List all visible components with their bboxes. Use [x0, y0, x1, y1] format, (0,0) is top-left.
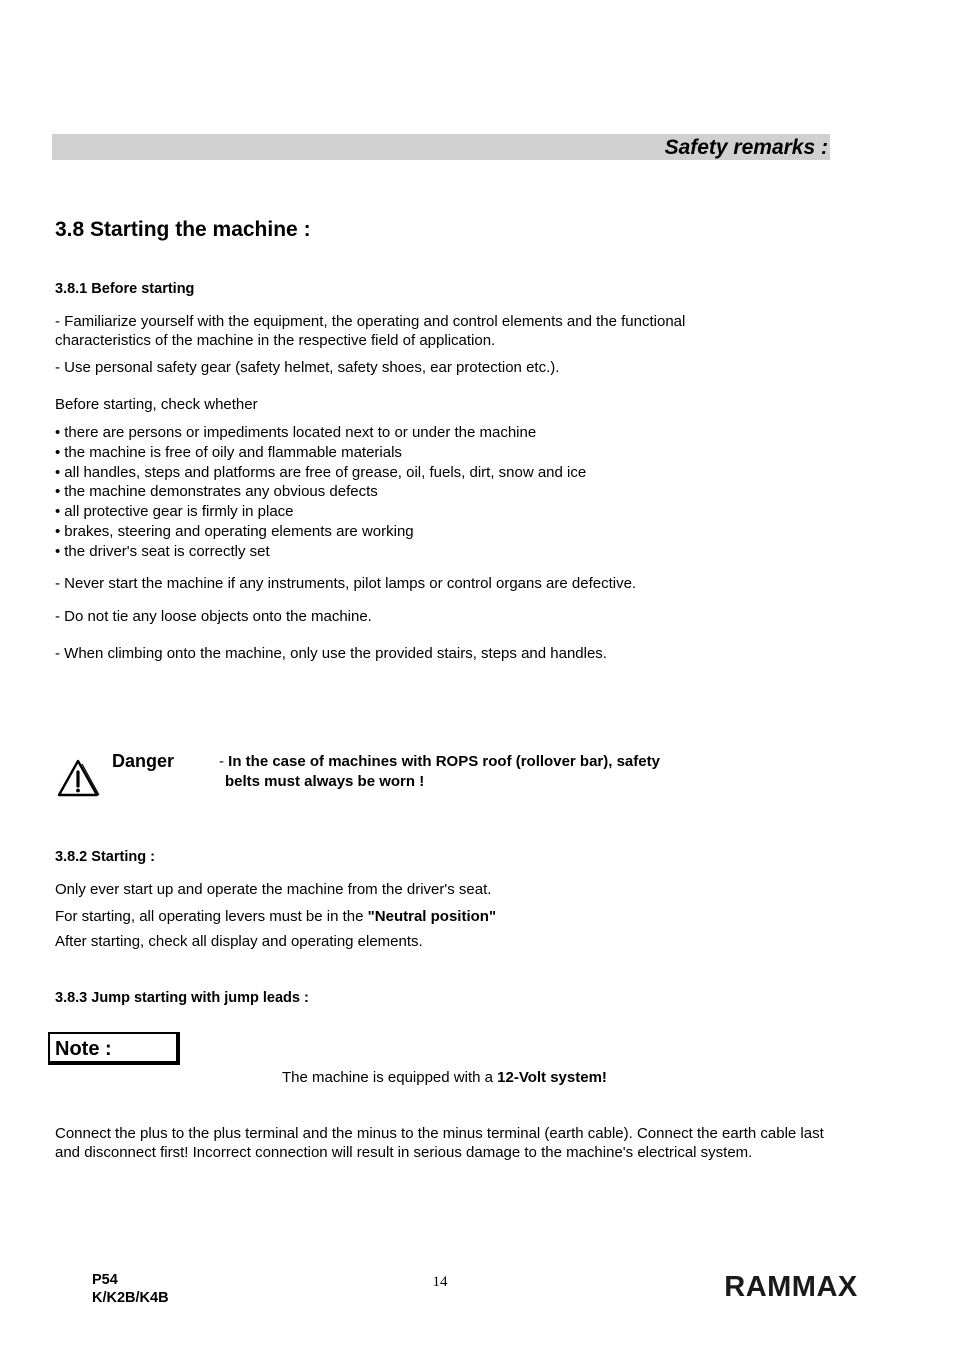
list-item: • all protective gear is firmly in place [55, 502, 586, 522]
logo-text: RAMMAX [724, 1271, 858, 1300]
note-text [282, 1068, 607, 1087]
rule-instruments: - Never start the machine if any instruments, pilot lamps or control organs are defective. [55, 575, 637, 592]
note-label: Note : [55, 1038, 112, 1060]
footer-model-line1: P54 [92, 1272, 118, 1288]
volt-system-text: 12-Volt system! [497, 1069, 607, 1086]
subsection-heading-before-starting: 3.8.1 Before starting [55, 281, 195, 297]
danger-text [219, 752, 660, 792]
starting-line1: Only ever start up and operate the machine from the driver's seat. [55, 881, 492, 898]
list-item: • brakes, steering and operating elements are working [55, 522, 586, 542]
neutral-position-text: "Neutral position" [367, 908, 497, 925]
starting-line2 [55, 907, 496, 926]
list-item: • the machine is free of oily and flammable materials [55, 443, 586, 463]
subsection-heading-jump-starting: 3.8.3 Jump starting with jump leads : [55, 990, 309, 1006]
footer-model [92, 1271, 169, 1307]
footer-model-line2: K/K2B/K4B [92, 1290, 169, 1306]
list-item: • the driver's seat is correctly set [55, 542, 586, 562]
jump-paragraph: Connect the plus to the plus terminal and the minus to the minus terminal (earth cable). Connect the earth cable last and disconnect first! Incorrect connection will result in serious damage to the machine's electrical system. [55, 1125, 824, 1161]
danger-label: Danger [112, 751, 175, 771]
paragraph-safety-gear: - Use personal safety gear (safety helmet, safety shoes, ear protection etc.). [55, 359, 560, 376]
header-band [52, 134, 830, 160]
page-number: 14 [432, 1274, 448, 1290]
danger-dash: - [219, 753, 229, 770]
paragraph-familiarize-line2: characteristics of the machine in the respective field of application. [55, 332, 496, 349]
paragraph-familiarize-line1: - Familiarize yourself with the equipment, the operating and control elements and the functional [55, 313, 686, 330]
rammax-logo [718, 1270, 864, 1300]
starting-line3: After starting, check all display and operating elements. [55, 933, 423, 950]
rule-loose-objects: - Do not tie any loose objects onto the machine. [55, 608, 372, 625]
note-box [48, 1032, 180, 1065]
list-item: • there are persons or impediments located next to or under the machine [55, 423, 586, 443]
starting-line2-prefix: For starting, all operating levers must be in the [55, 908, 368, 925]
danger-line2: belts must always be worn ! [225, 773, 425, 790]
danger-line1: In the case of machines with ROPS roof (rollover bar), safety [228, 753, 660, 770]
check-list [55, 423, 586, 562]
rule-climbing: - When climbing onto the machine, only use the provided stairs, steps and handles. [55, 645, 607, 662]
list-item: • all handles, steps and platforms are free of grease, oil, fuels, dirt, snow and ice [55, 463, 586, 483]
note-text-prefix: The machine is equipped with a [282, 1069, 498, 1086]
warning-triangle-icon [56, 758, 100, 798]
list-item: • the machine demonstrates any obvious defects [55, 482, 586, 502]
subsection-heading-starting: 3.8.2 Starting : [55, 849, 155, 865]
section-title: 3.8 Starting the machine : [55, 218, 311, 241]
check-intro: Before starting, check whether [55, 396, 258, 413]
header-title: Safety remarks : [664, 136, 828, 159]
